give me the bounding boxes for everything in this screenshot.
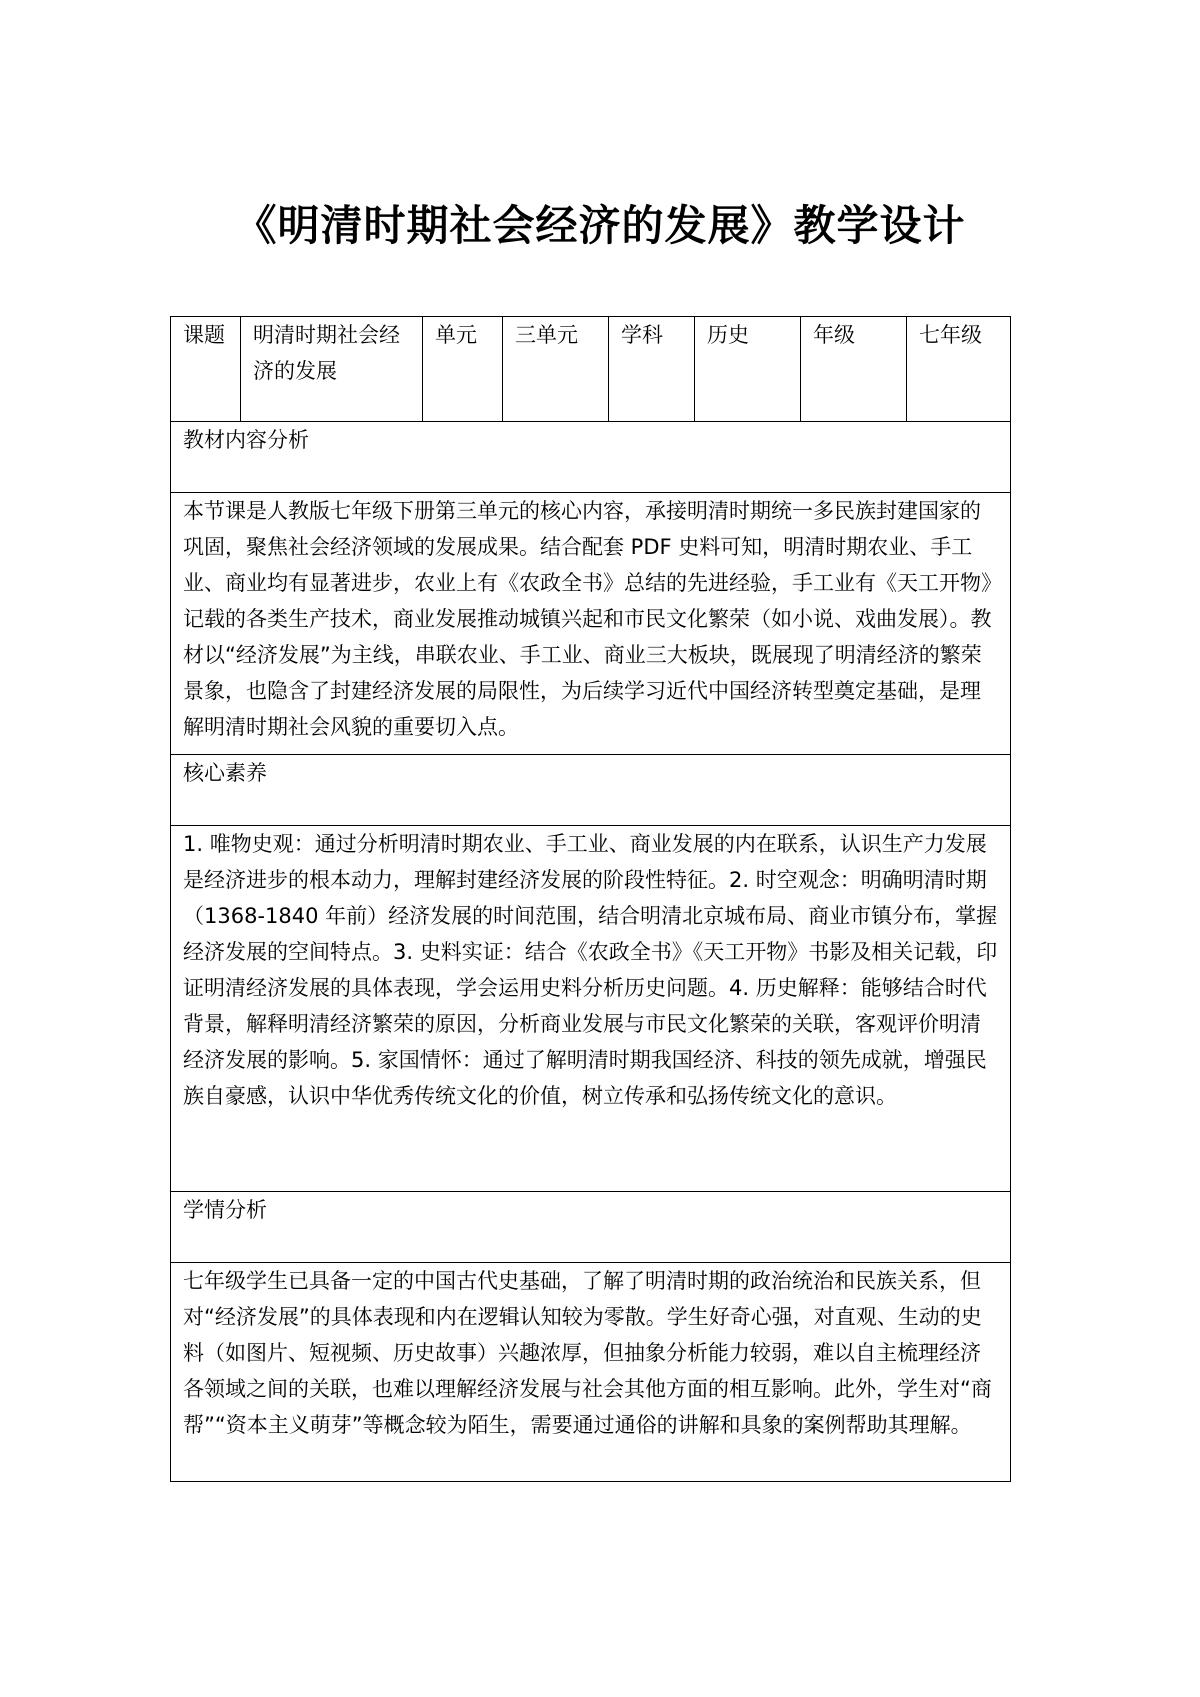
unit-label: 单元 xyxy=(423,317,503,422)
textbook-analysis-title: 教材内容分析 xyxy=(171,422,1011,493)
section-body-row xyxy=(171,493,1011,755)
grade-label: 年级 xyxy=(801,317,907,422)
textbook-analysis-body: 本节课是人教版七年级下册第三单元的核心内容，承接明清时期统一多民族封建国家的巩固，聚焦社会经济领域的发展成果。结合配套 PDF 史料可知，明清时期农业、手工业、商业均有显著进步，农业上有《农政全书》总结的先进经验，手工业有《天工开物》记载的各类生产技术，商业发展推动城镇兴起和市民文化繁荣（如小说、戏曲发展）。教材以“经济发展”为主线，串联农业、手工业、商业三大板块，既展现了明清经济的繁荣景象，也隐含了封建经济发展的局限性，为后续学习近代中国经济转型奠定基础，是理解明清时期社会风貌的重要切入点。 xyxy=(171,493,1011,755)
document-title: 《明清时期社会经济的发展》教学设计 xyxy=(234,201,966,250)
grade-value: 七年级 xyxy=(907,317,1011,422)
section-body-row xyxy=(171,826,1011,1192)
core-literacy-title: 核心素养 xyxy=(171,755,1011,826)
header-row xyxy=(171,317,1011,422)
section-title-row xyxy=(171,422,1011,493)
subject-label: 学科 xyxy=(609,317,695,422)
topic-value: 明清时期社会经济的发展 xyxy=(241,317,423,422)
unit-value: 三单元 xyxy=(503,317,609,422)
section-title-row xyxy=(171,755,1011,826)
teaching-design-table xyxy=(170,316,1011,1482)
topic-label: 课题 xyxy=(171,317,241,422)
learner-analysis-body: 七年级学生已具备一定的中国古代史基础，了解了明清时期的政治统治和民族关系，但对“经济发展”的具体表现和内在逻辑认知较为零散。学生好奇心强，对直观、生动的史料（如图片、短视频、历史故事）兴趣浓厚，但抽象分析能力较弱，难以自主梳理经济各领域之间的关联，也难以理解经济发展与社会其他方面的相互影响。此外，学生对“商帮”“资本主义萌芽”等概念较为陌生，需要通过通俗的讲解和具象的案例帮助其理解。 xyxy=(171,1263,1011,1482)
subject-value: 历史 xyxy=(695,317,801,422)
learner-analysis-title: 学情分析 xyxy=(171,1192,1011,1263)
section-body-row xyxy=(171,1263,1011,1482)
section-title-row xyxy=(171,1192,1011,1263)
core-literacy-body: 1. 唯物史观：通过分析明清时期农业、手工业、商业发展的内在联系，认识生产力发展是经济进步的根本动力，理解封建经济发展的阶段性特征。2. 时空观念：明确明清时期（1368-1840 年前）经济发展的时间范围，结合明清北京城布局、商业市镇分布，掌握经济发展的空间特点。3. 史料实证：结合《农政全书》《天工开物》书影及相关记载，印证明清经济发展的具体表现，学会运用史料分析历史问题。4. 历史解释：能够结合时代背景，解释明清经济繁荣的原因，分析商业发展与市民文化繁荣的关联，客观评价明清经济发展的影响。5. 家国情怀：通过了解明清时期我国经济、科技的领先成就，增强民族自豪感，认识中华优秀传统文化的价值，树立传承和弘扬传统文化的意识。 xyxy=(171,826,1011,1192)
